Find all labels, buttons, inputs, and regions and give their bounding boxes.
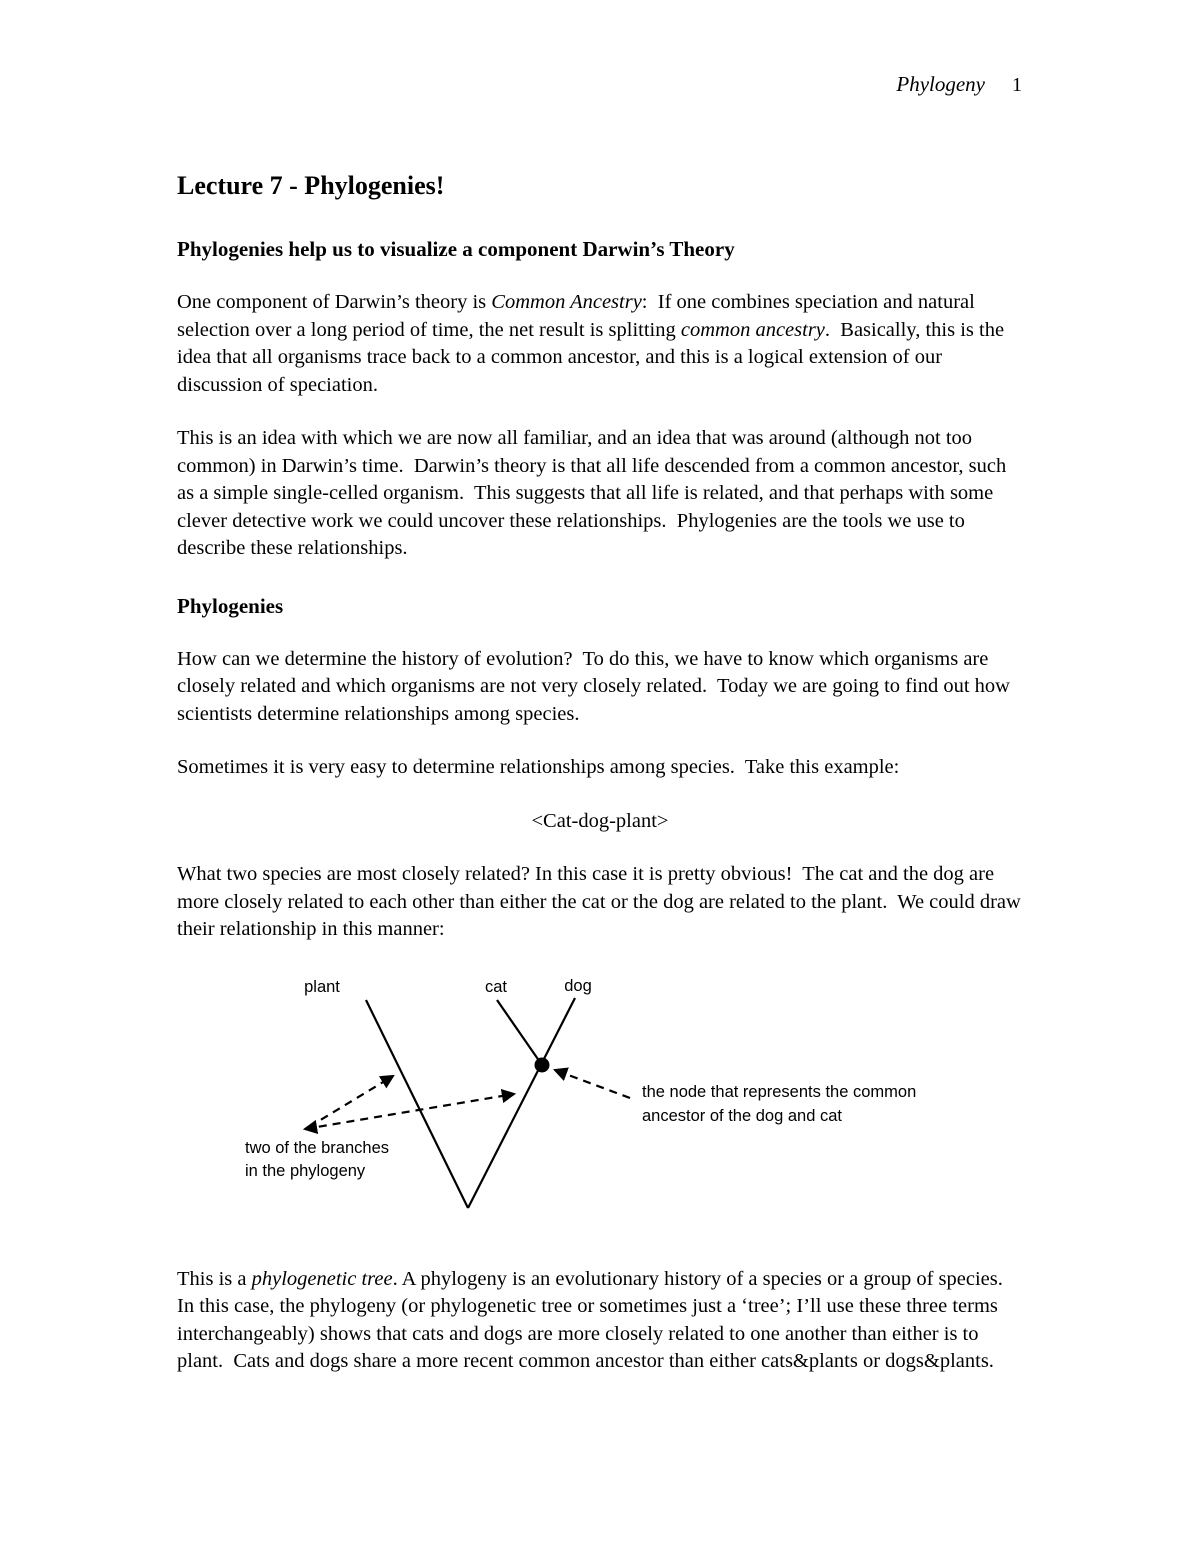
paragraph-text: : If one combines speciation and natural selection over a long period of time, the net result is splitting — [177, 291, 980, 341]
lecture-title: Lecture 7 - Phylogenies! — [177, 171, 445, 200]
dashed-arrow-to-plant-branch — [309, 1076, 393, 1127]
paragraph-easy-example: Sometimes it is very easy to determine relationships among species. Take this example: — [177, 756, 900, 778]
branches-annotation-line1: two of the branches — [245, 1138, 390, 1157]
plant-branch-line — [366, 1000, 468, 1208]
dog-label: dog — [564, 976, 592, 995]
paragraph-text: This is a — [177, 1267, 252, 1290]
running-header-title: Phylogeny — [896, 72, 985, 96]
cat-branch-line — [497, 1000, 542, 1065]
phylogeny-figure — [230, 960, 980, 1240]
node-annotation-line2: ancestor of the dog and cat — [642, 1106, 842, 1125]
example-cat-dog-plant: <Cat-dog-plant> — [531, 809, 669, 832]
paragraph-most-closely-related: What two species are most closely related? In this case it is pretty obvious! The cat and the dog are more closely related to each other than either the cat or the dog are related to the plant. We could draw their relationship in this manner: — [177, 863, 1026, 940]
paragraph-familiar-idea: This is an idea with which we are now all familiar, and an idea that was around (although not too common) in Darwin’s time. Darwin’s theory is that all life descended from a common ancestor, such as a simple single-celled organism. This suggests that all life is related, and that perhaps with some clever detective work we could uncover these relationships. Phylogenies are the tools we use to describe these relationships. — [177, 427, 1012, 559]
running-header — [896, 72, 1022, 97]
branches-annotation-line2: in the phylogeny — [245, 1161, 366, 1180]
section-heading-phylogenies: Phylogenies — [177, 593, 284, 618]
paragraph-common-ancestry — [177, 289, 1023, 399]
italic-term-common-ancestry-2: common ancestry — [680, 318, 825, 341]
phylogenetic-tree-diagram — [230, 960, 980, 1240]
cat-label: cat — [484, 977, 508, 996]
paragraph-text: . Basically, this is the idea that all organisms trace back to a common ancestor, and this is a logical extension of our discussion of speciation. — [177, 318, 1010, 396]
paragraph-history-of-evolution: How can we determine the history of evolution? To do this, we have to know which organisms are closely related and which organisms are not very closely related. Today we are going to find out how scientists determine relationships among species. — [177, 647, 1016, 725]
plant-label: plant — [304, 977, 340, 996]
page-number: 1 — [1012, 74, 1022, 96]
paragraph-text: One component of Darwin’s theory is — [177, 291, 492, 313]
dog-branch-line — [468, 998, 575, 1208]
paragraph-tree-definition — [177, 1266, 1023, 1376]
subtitle: Phylogenies help us to visualize a component Darwin’s Theory — [177, 237, 735, 261]
dashed-arrow-to-node — [555, 1070, 630, 1098]
italic-term-phylogenetic-tree: phylogenetic tree — [251, 1267, 393, 1290]
node-annotation-line1: the node that represents the common — [642, 1082, 917, 1101]
paragraph-text: . A phylogeny is an evolutionary history of a species or a group of species. In this case, the phylogeny (or phylogenetic tree or sometimes just a ‘tree’; I’ll use these three terms interchangeably) shows that cats and dogs are more closely related to one another than either is to plant. Cats and dogs share a more recent common ancestor than either cats&plants or dogs&plants. — [177, 1267, 1014, 1372]
common-ancestor-node — [535, 1057, 550, 1072]
italic-term-common-ancestry: Common Ancestry — [491, 291, 642, 313]
